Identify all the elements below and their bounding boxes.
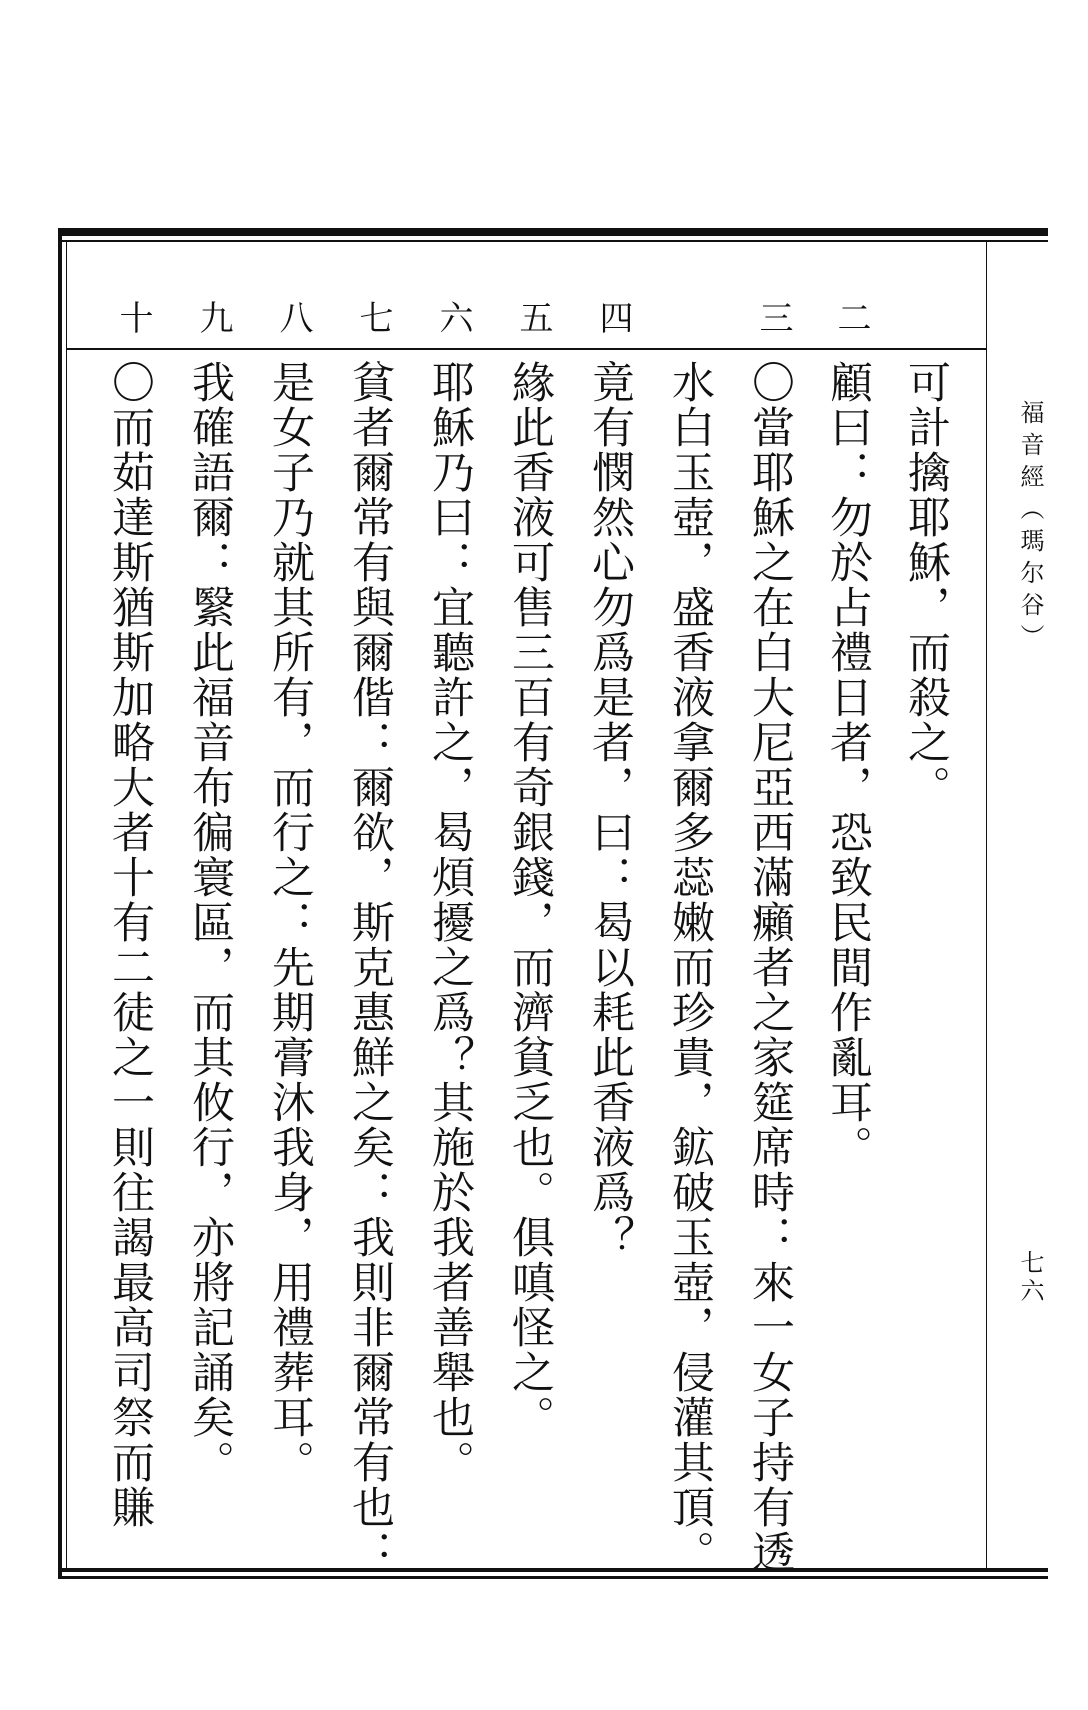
verse-number-3: 三 [753, 300, 793, 334]
verse-number-6: 六 [433, 300, 473, 334]
verse-number-4: 四 [593, 300, 633, 334]
running-title: 福音經（瑪尔谷） [1016, 400, 1044, 656]
verse-number-9: 九 [193, 300, 233, 334]
text-column-2: 顧曰：勿於占禮日者，恐致民間作亂耳。 [823, 360, 873, 1170]
text-column-6: 緣此香液可售三百有奇銀錢，而濟貧乏也。俱嗔怪之。 [505, 360, 555, 1440]
text-column-1: 可計擒耶穌，而殺之。 [901, 360, 951, 810]
text-column-9: 是女子乃就其所有，而行之：先期膏沐我身，用禮葬耳。 [265, 360, 315, 1485]
frame-bottom-rule [58, 1568, 1048, 1572]
verse-number-7: 七 [353, 300, 393, 334]
verse-number-8: 八 [273, 300, 313, 334]
text-column-3: 〇當耶穌之在白大尼亞西滿癩者之家筵席時：來一女子持有透 [745, 360, 795, 1575]
frame-top-rule-inner [58, 240, 1048, 242]
text-column-11: 〇而茹達斯猶斯加略大者十有二徒之一則往謁最高司祭而賺 [105, 360, 155, 1530]
page-number: 七六 [1016, 1250, 1044, 1306]
frame-top-rule [58, 228, 1048, 236]
text-column-5: 竟有憫然心勿爲是者，曰：曷以耗此香液爲？ [585, 360, 635, 1260]
verse-number-5: 五 [513, 300, 553, 334]
text-column-8: 貧者爾常有與爾偕：爾欲，斯克惠鮮之矣：我則非爾常有也： [345, 360, 395, 1575]
verse-number-rule [67, 348, 986, 350]
text-column-10: 我確語爾：繄此福音布徧寰區，而其攸行，亦將記誦矣。 [185, 360, 235, 1485]
frame-bottom-rule-inner [58, 1576, 1048, 1579]
verse-number-2: 二 [831, 300, 871, 334]
frame-left-rule-inner [66, 240, 67, 1568]
frame-right-rule [986, 242, 987, 1568]
text-column-4: 水白玉壺，盛香液拿爾多蕊嫩而珍貴，鉱破玉壺，侵灌其頂。 [665, 360, 715, 1575]
text-column-7: 耶穌乃曰：宜聽許之，曷煩擾之爲？其施於我者善舉也。 [425, 360, 475, 1485]
verse-number-10: 十 [113, 300, 153, 334]
frame-left-rule [58, 228, 62, 1579]
